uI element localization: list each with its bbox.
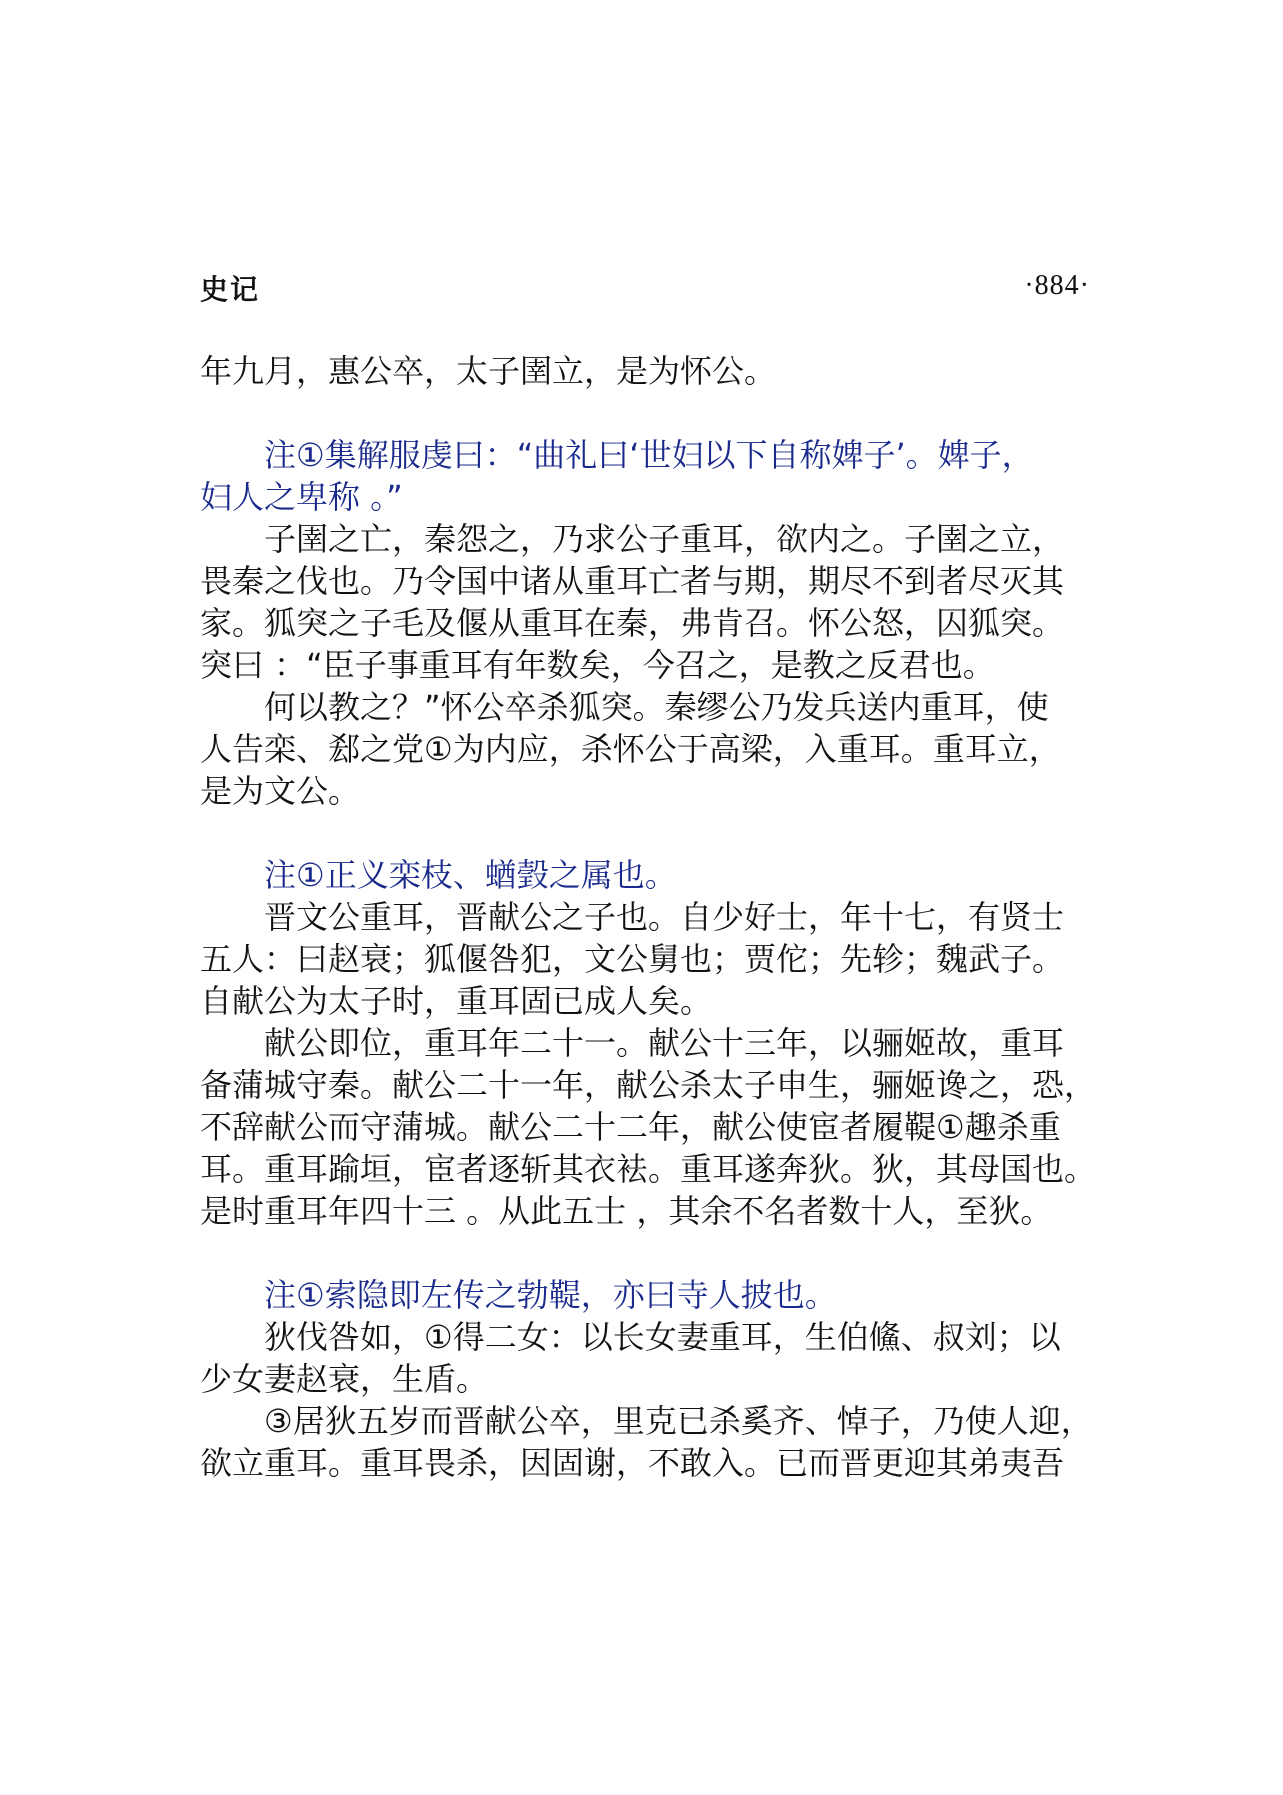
text-line: 自献公为太子时，重耳固已成人矣。 [200,982,713,1020]
page-header [200,268,1090,308]
text-line: 备蒲城守秦。献公二十一年，献公杀太子申生，骊姬谗之，恐， [200,1066,1097,1104]
text-line: 五人：曰赵衰；狐偃咎犯，文公舅也；贾佗；先轸；魏武子。 [200,940,1065,978]
text-line: 不辞献公而守蒲城。献公二十二年，献公使宦者履鞮①趣杀重 [200,1108,1061,1146]
text-line: 家。狐突之子毛及偃从重耳在秦，弗肯召。怀公怒，囚狐突。 [200,604,1065,642]
text-line: 是时重耳年四十三 。从此五士 ，其余不名者数十人，至狄。 [200,1192,1053,1230]
text-line: 畏秦之伐也。乃令国中诸从重耳亡者与期，期尽不到者尽灭其 [200,562,1065,600]
text-line: 何以教之？”怀公卒杀狐突。秦缪公乃发兵送内重耳，使 [264,688,1049,726]
text-line: 欲立重耳。重耳畏杀，因固谢，不敢入。已而晋更迎其弟夷吾 [200,1444,1065,1482]
paragraph-gap [200,812,1100,854]
paragraph-gap [200,1232,1100,1274]
text-line: 狄伐咎如，①得二女：以长女妻重耳，生伯鯈、叔刘；以 [264,1318,1061,1356]
text-line: 子圉之亡，秦怨之，乃求公子重耳，欲内之。子圉之立， [264,520,1065,558]
text-line: 晋文公重耳，晋献公之子也。自少好士，年十七，有贤士 [264,898,1065,936]
annotation-line: 注①正义栾枝、蝤瑴之属也。 [264,856,677,894]
book-title: 史记 [200,273,261,306]
text-line: 年九月，惠公卒，太子圉立，是为怀公。 [200,352,777,390]
text-line: 是为文公。 [200,772,361,810]
paragraph-gap [200,392,1100,434]
text-line: 人告栾、郄之党①为内应，杀怀公于高梁，入重耳。重耳立， [200,730,1061,768]
annotation-line: 注①集解服虔曰：“曲礼曰‘世妇以下自称婢子’。婢子， [264,436,1034,474]
text-line: 突曰 ：“臣子事重耳有年数矣，今召之，是教之反君也。 [200,646,995,684]
annotation-line: 注①索隐即左传之勃鞮，亦曰寺人披也。 [264,1276,837,1314]
page-number: ·884· [1024,270,1090,301]
text-line: ③居狄五岁而晋献公卒，里克已杀奚齐、悼子，乃使人迎， [264,1402,1093,1440]
page-body [200,350,1100,1484]
text-line: 耳。重耳踰垣，宦者逐斩其衣袪。重耳遂奔狄。狄，其母国也。 [200,1150,1097,1188]
text-line: 少女妻赵衰，生盾。 [200,1360,489,1398]
text-line: 献公即位，重耳年二十一。献公十三年，以骊姬故，重耳 [264,1024,1065,1062]
annotation-line: 妇人之卑称 。” [200,478,403,516]
